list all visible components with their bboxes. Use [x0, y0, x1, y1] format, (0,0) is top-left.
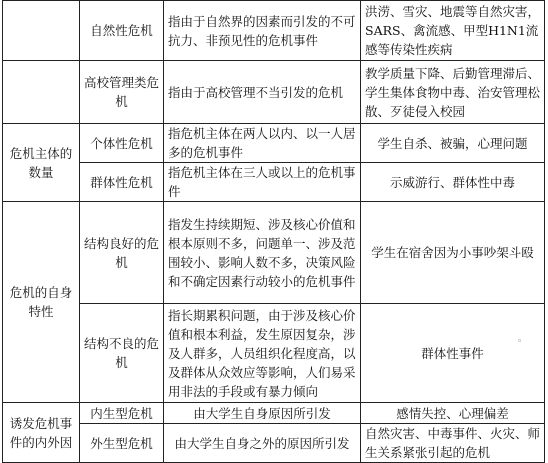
example-cell: 洪涝、雪灾、地震等自然灾害，SARS、禽流感、甲型H1N1流感等传染性疾病	[361, 1, 545, 61]
example-cell: 学生在宿舍因为小事吵架斗殴	[361, 202, 545, 304]
definition-cell: 指长期累积问题，由于涉及核心价值和根本利益，发生原因复杂，涉及人群多，人员组织化程度高，以及群体从众效应等影响，人们易采用非法的手段或有暴力倾向	[164, 304, 361, 403]
scan-mark-icon: ◦	[517, 337, 523, 347]
type-cell: 群体性危机	[80, 163, 164, 202]
category-cell: 诱发危机事件的内外因	[3, 403, 80, 463]
definition-cell: 指危机主体在两人以内、以一人居多的危机事件	[164, 124, 361, 163]
type-cell: 个体性危机	[80, 124, 164, 163]
definition-cell: 由大学生自身原因所引发	[164, 403, 361, 424]
definition-cell: 由大学生自身之外的原因所引发	[164, 424, 361, 463]
category-cell: 危机的自身特性	[3, 202, 80, 403]
table-row	[3, 304, 545, 403]
crisis-classification-table	[2, 0, 545, 463]
table-row	[3, 403, 545, 424]
example-cell: 自然灾害、中毒事件、火灾、师生关系紧张引起的危机	[361, 424, 545, 463]
table-row	[3, 424, 545, 463]
example-cell: 教学质量下降、后勤管理滞后、学生集体食物中毒、治安管理松散、歹徒侵入校园	[361, 61, 545, 124]
definition-cell: 指发生持续期短、涉及核心价值和根本原则不多，问题单一、涉及范围较小、影响人数不多，决策风险和不确定因素行动较小的危机事件	[164, 202, 361, 304]
example-cell: 示威游行、群体性中毒	[361, 163, 545, 202]
category-cell	[3, 1, 80, 61]
category-cell: 危机主体的数量	[3, 124, 80, 202]
type-cell: 内生型危机	[80, 403, 164, 424]
type-cell: 结构良好的危机	[80, 202, 164, 304]
definition-cell: 指由于自然界的因素而引发的不可抗力、非预见性的危机事件	[164, 1, 361, 61]
category-cell	[3, 61, 80, 124]
definition-cell: 指危机主体在三人或以上的危机事件	[164, 163, 361, 202]
example-cell: 感情失控、心理偏差	[361, 403, 545, 424]
table-row	[3, 163, 545, 202]
type-cell: 结构不良的危机	[80, 304, 164, 403]
example-cell: 学生自杀、被骗，心理问题	[361, 124, 545, 163]
type-cell: 自然性危机	[80, 1, 164, 61]
table-row	[3, 1, 545, 61]
table-row	[3, 202, 545, 304]
type-cell: 外生型危机	[80, 424, 164, 463]
table-row	[3, 61, 545, 124]
example-cell: 群体性事件	[361, 304, 545, 403]
type-cell: 高校管理类危机	[80, 61, 164, 124]
table-row	[3, 124, 545, 163]
definition-cell: 指由于高校管理不当引发的危机	[164, 61, 361, 124]
